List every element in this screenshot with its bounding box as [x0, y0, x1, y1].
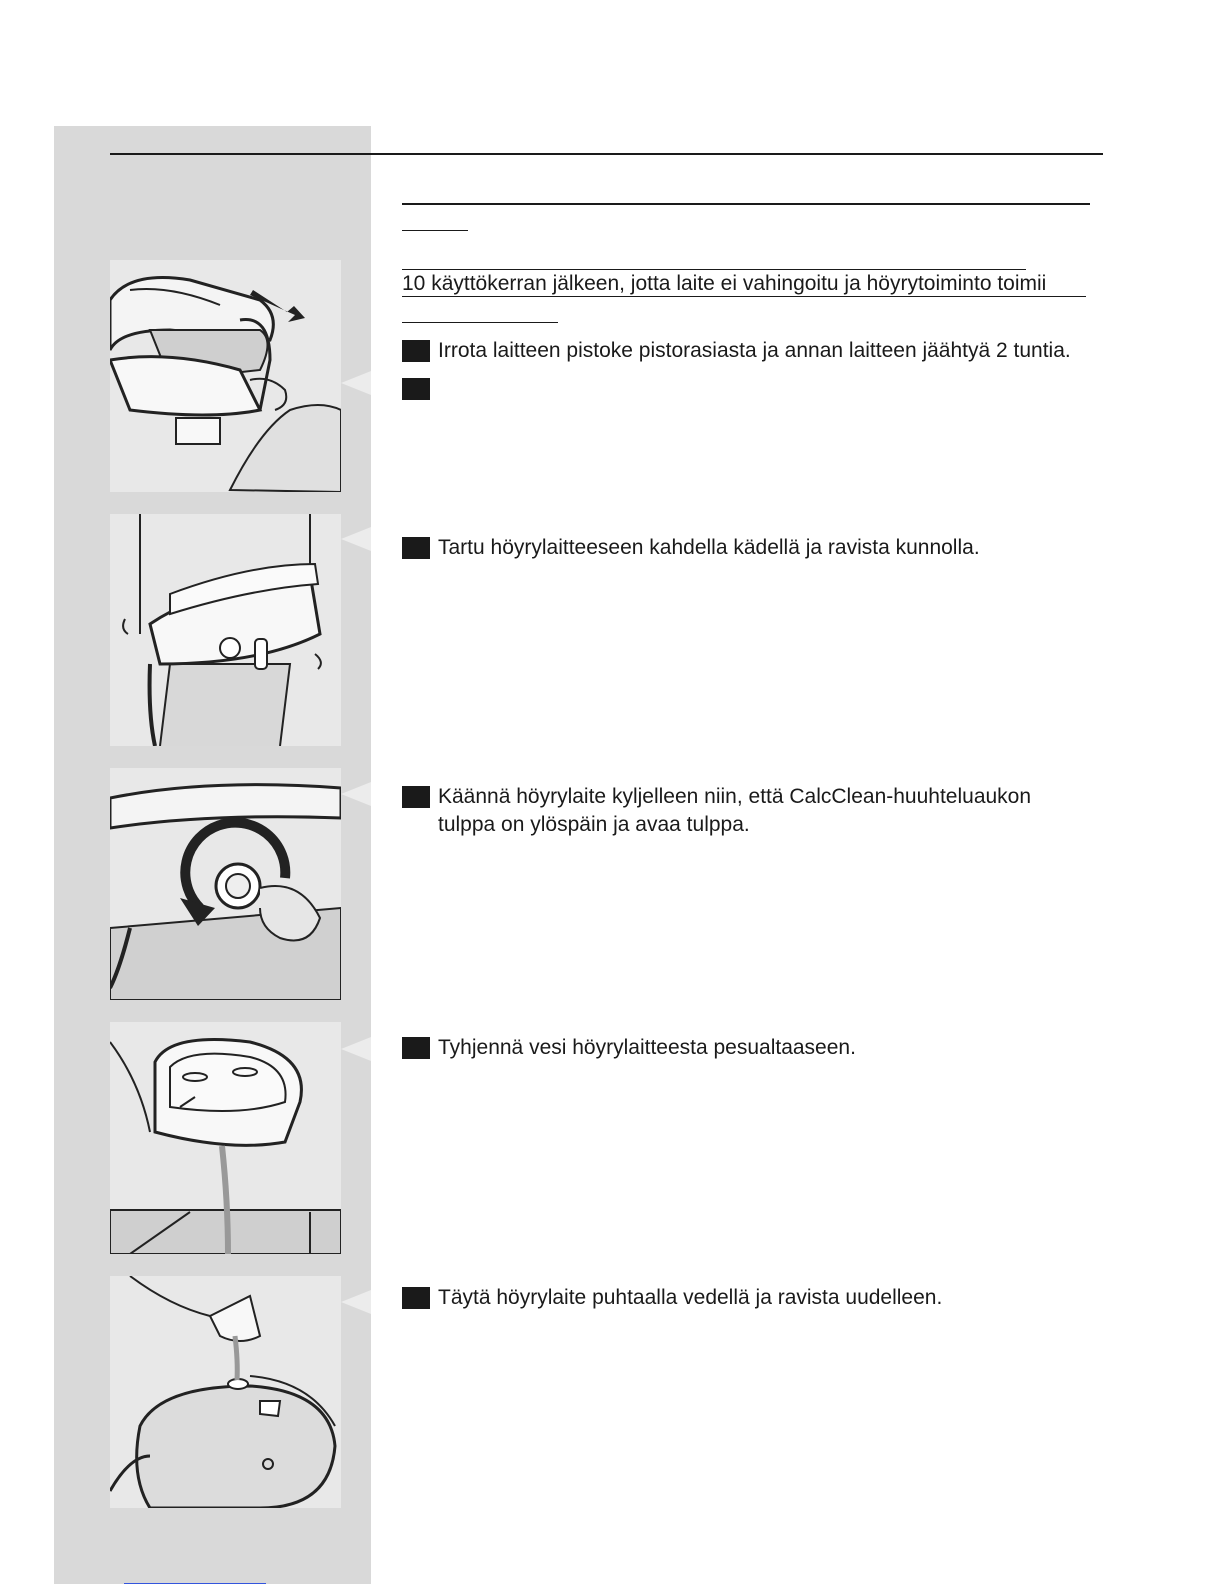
step-1	[402, 337, 1102, 365]
step-4	[402, 783, 1092, 839]
step-text: Täytä höyrylaite puhtaalla vedellä ja ravista uudelleen.	[438, 1286, 943, 1309]
step-text: Tartu höyrylaitteeseen kahdella kädellä ja ravista kunnolla.	[438, 536, 980, 559]
section-heading-rule	[402, 203, 1090, 205]
step-marker	[402, 1037, 430, 1059]
open-calcclean-plug-illustration	[110, 768, 341, 1000]
intro-text: 10 käyttökerran jälkeen, jotta laite ei vahingoitu ja höyrytoiminto toimii	[402, 272, 1047, 295]
step-text: Tyhjennä vesi höyrylaitteesta pesualtaaseen.	[438, 1036, 856, 1059]
shake-steam-generator-illustration	[110, 514, 341, 746]
refill-with-clean-water-illustration	[110, 1276, 341, 1508]
intro-underline	[402, 296, 1086, 297]
section-heading-underline	[402, 230, 468, 231]
intro-underline-short	[402, 322, 558, 323]
step-3	[402, 534, 1102, 562]
remove-water-tank-illustration	[110, 260, 341, 492]
step-text: Irrota laitteen pistoke pistorasiasta ja annan laitteen jäähtyä 2 tuntia.	[438, 339, 1071, 362]
step-marker	[402, 537, 430, 559]
step-marker	[402, 1287, 430, 1309]
step-6	[402, 1284, 1102, 1312]
drain-water-into-sink-illustration	[110, 1022, 341, 1254]
illustration-pointer	[341, 782, 371, 806]
step-text: Käännä höyrylaite kyljelleen niin, että CalcClean-huuhteluaukon tulppa on ylöspäin ja avaa tulppa.	[438, 785, 1032, 836]
step-marker	[402, 340, 430, 362]
illustration-pointer	[341, 1290, 371, 1314]
step-marker	[402, 378, 430, 400]
step-marker	[402, 786, 430, 808]
illustration-pointer	[341, 371, 371, 395]
illustration-pointer	[341, 1037, 371, 1061]
header-rule	[110, 153, 1103, 155]
step-5	[402, 1034, 1102, 1062]
illustration-pointer	[341, 527, 371, 551]
